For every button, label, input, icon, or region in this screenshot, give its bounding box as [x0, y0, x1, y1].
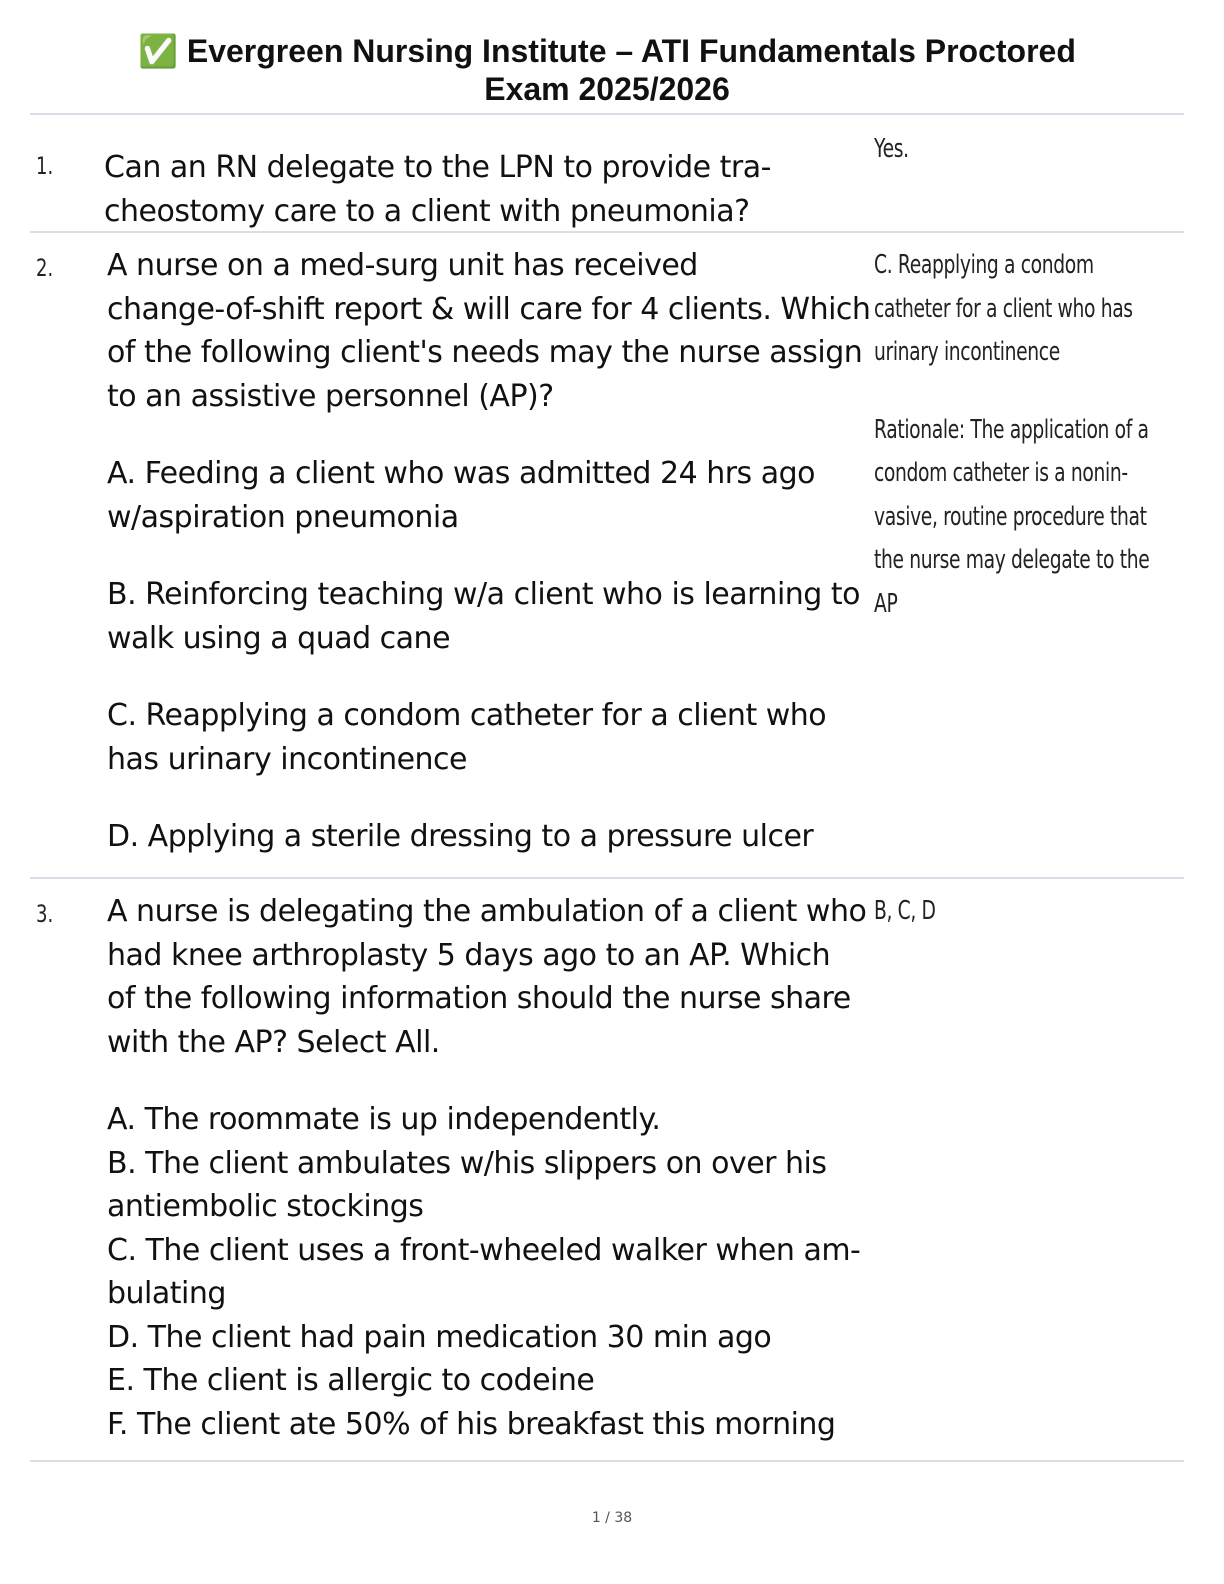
answer-line: catheter for a client who has: [874, 293, 1133, 324]
divider: [30, 113, 1184, 115]
answer-text: [874, 244, 1162, 626]
answer-option: C. Reapplying a condom catheter for a client who has urinary incontinence: [107, 698, 827, 777]
question-text: [107, 890, 866, 1446]
question-line: of the following client's needs may the nurse assign: [107, 335, 863, 370]
title-line-1: Evergreen Nursing Institute – ATI Fundamentals Proctored: [186, 33, 1076, 69]
page-indicator: 1 / 38: [591, 1510, 633, 1526]
check-icon: ✅: [138, 32, 178, 70]
answer-option: antiembolic stockings: [107, 1189, 424, 1224]
page-title: [30, 32, 1184, 108]
answer-option: E. The client is allergic to codeine: [107, 1363, 595, 1398]
answer-line: C. Reapplying a condom: [874, 250, 1094, 280]
question-line: of the following information should the nurse share: [107, 981, 851, 1016]
answer-option: A. Feeding a client who was admitted 24 hrs ago w/aspiration pneumonia: [107, 456, 815, 535]
answer-line: urinary incontinence: [874, 337, 1060, 367]
rationale-line: vasive, routine procedure that: [874, 501, 1147, 532]
question-line: A nurse on a med-surg unit has received: [107, 248, 698, 283]
question-number: 1.: [36, 152, 54, 180]
question-number: 3.: [36, 900, 54, 928]
question-text: [104, 146, 771, 233]
answer-option: A. The roommate is up independently.: [107, 1102, 661, 1137]
question-number: 2.: [36, 254, 54, 282]
divider: [30, 231, 1184, 233]
question-line: A nurse is delegating the ambulation of a client who: [107, 894, 867, 929]
rationale-line: the nurse may delegate to the: [874, 545, 1150, 575]
rationale-line: AP: [874, 588, 898, 619]
title-line-2: Exam 2025/2026: [484, 71, 730, 107]
answer-option: F. The client ate 50% of his breakfast this morning: [107, 1406, 836, 1442]
answer-text: Yes.: [874, 134, 909, 164]
divider: [30, 1460, 1184, 1462]
question-line: change-of-shift report & will care for 4 clients. Which: [107, 291, 871, 327]
question-line: had knee arthroplasty 5 days ago to an AP. Which: [107, 937, 831, 973]
divider: [30, 877, 1184, 879]
question-line: cheostomy care to a client with pneumonia?: [104, 193, 750, 229]
answer-text: B, C, D: [874, 896, 936, 926]
question-line: Can an RN delegate to the LPN to provide tra-: [104, 150, 771, 185]
answer-option: C. The client uses a front-wheeled walker when am-: [107, 1232, 861, 1268]
answer-option: D. The client had pain medication 30 min ago: [107, 1319, 772, 1355]
rationale-line: condom catheter is a nonin-: [874, 458, 1128, 488]
question-text: [107, 244, 870, 859]
answer-option: bulating: [107, 1276, 226, 1311]
answer-option: B. Reinforcing teaching w/a client who is learning to walk using a quad cane: [107, 577, 860, 656]
question-line: with the AP? Select All.: [107, 1024, 440, 1060]
answer-option: B. The client ambulates w/his slippers on over his: [107, 1145, 827, 1181]
question-line: to an assistive personnel (AP)?: [107, 378, 554, 414]
answer-option: D. Applying a sterile dressing to a pressure ulcer: [107, 819, 814, 854]
rationale-line: Rationale: The application of a: [874, 414, 1149, 445]
